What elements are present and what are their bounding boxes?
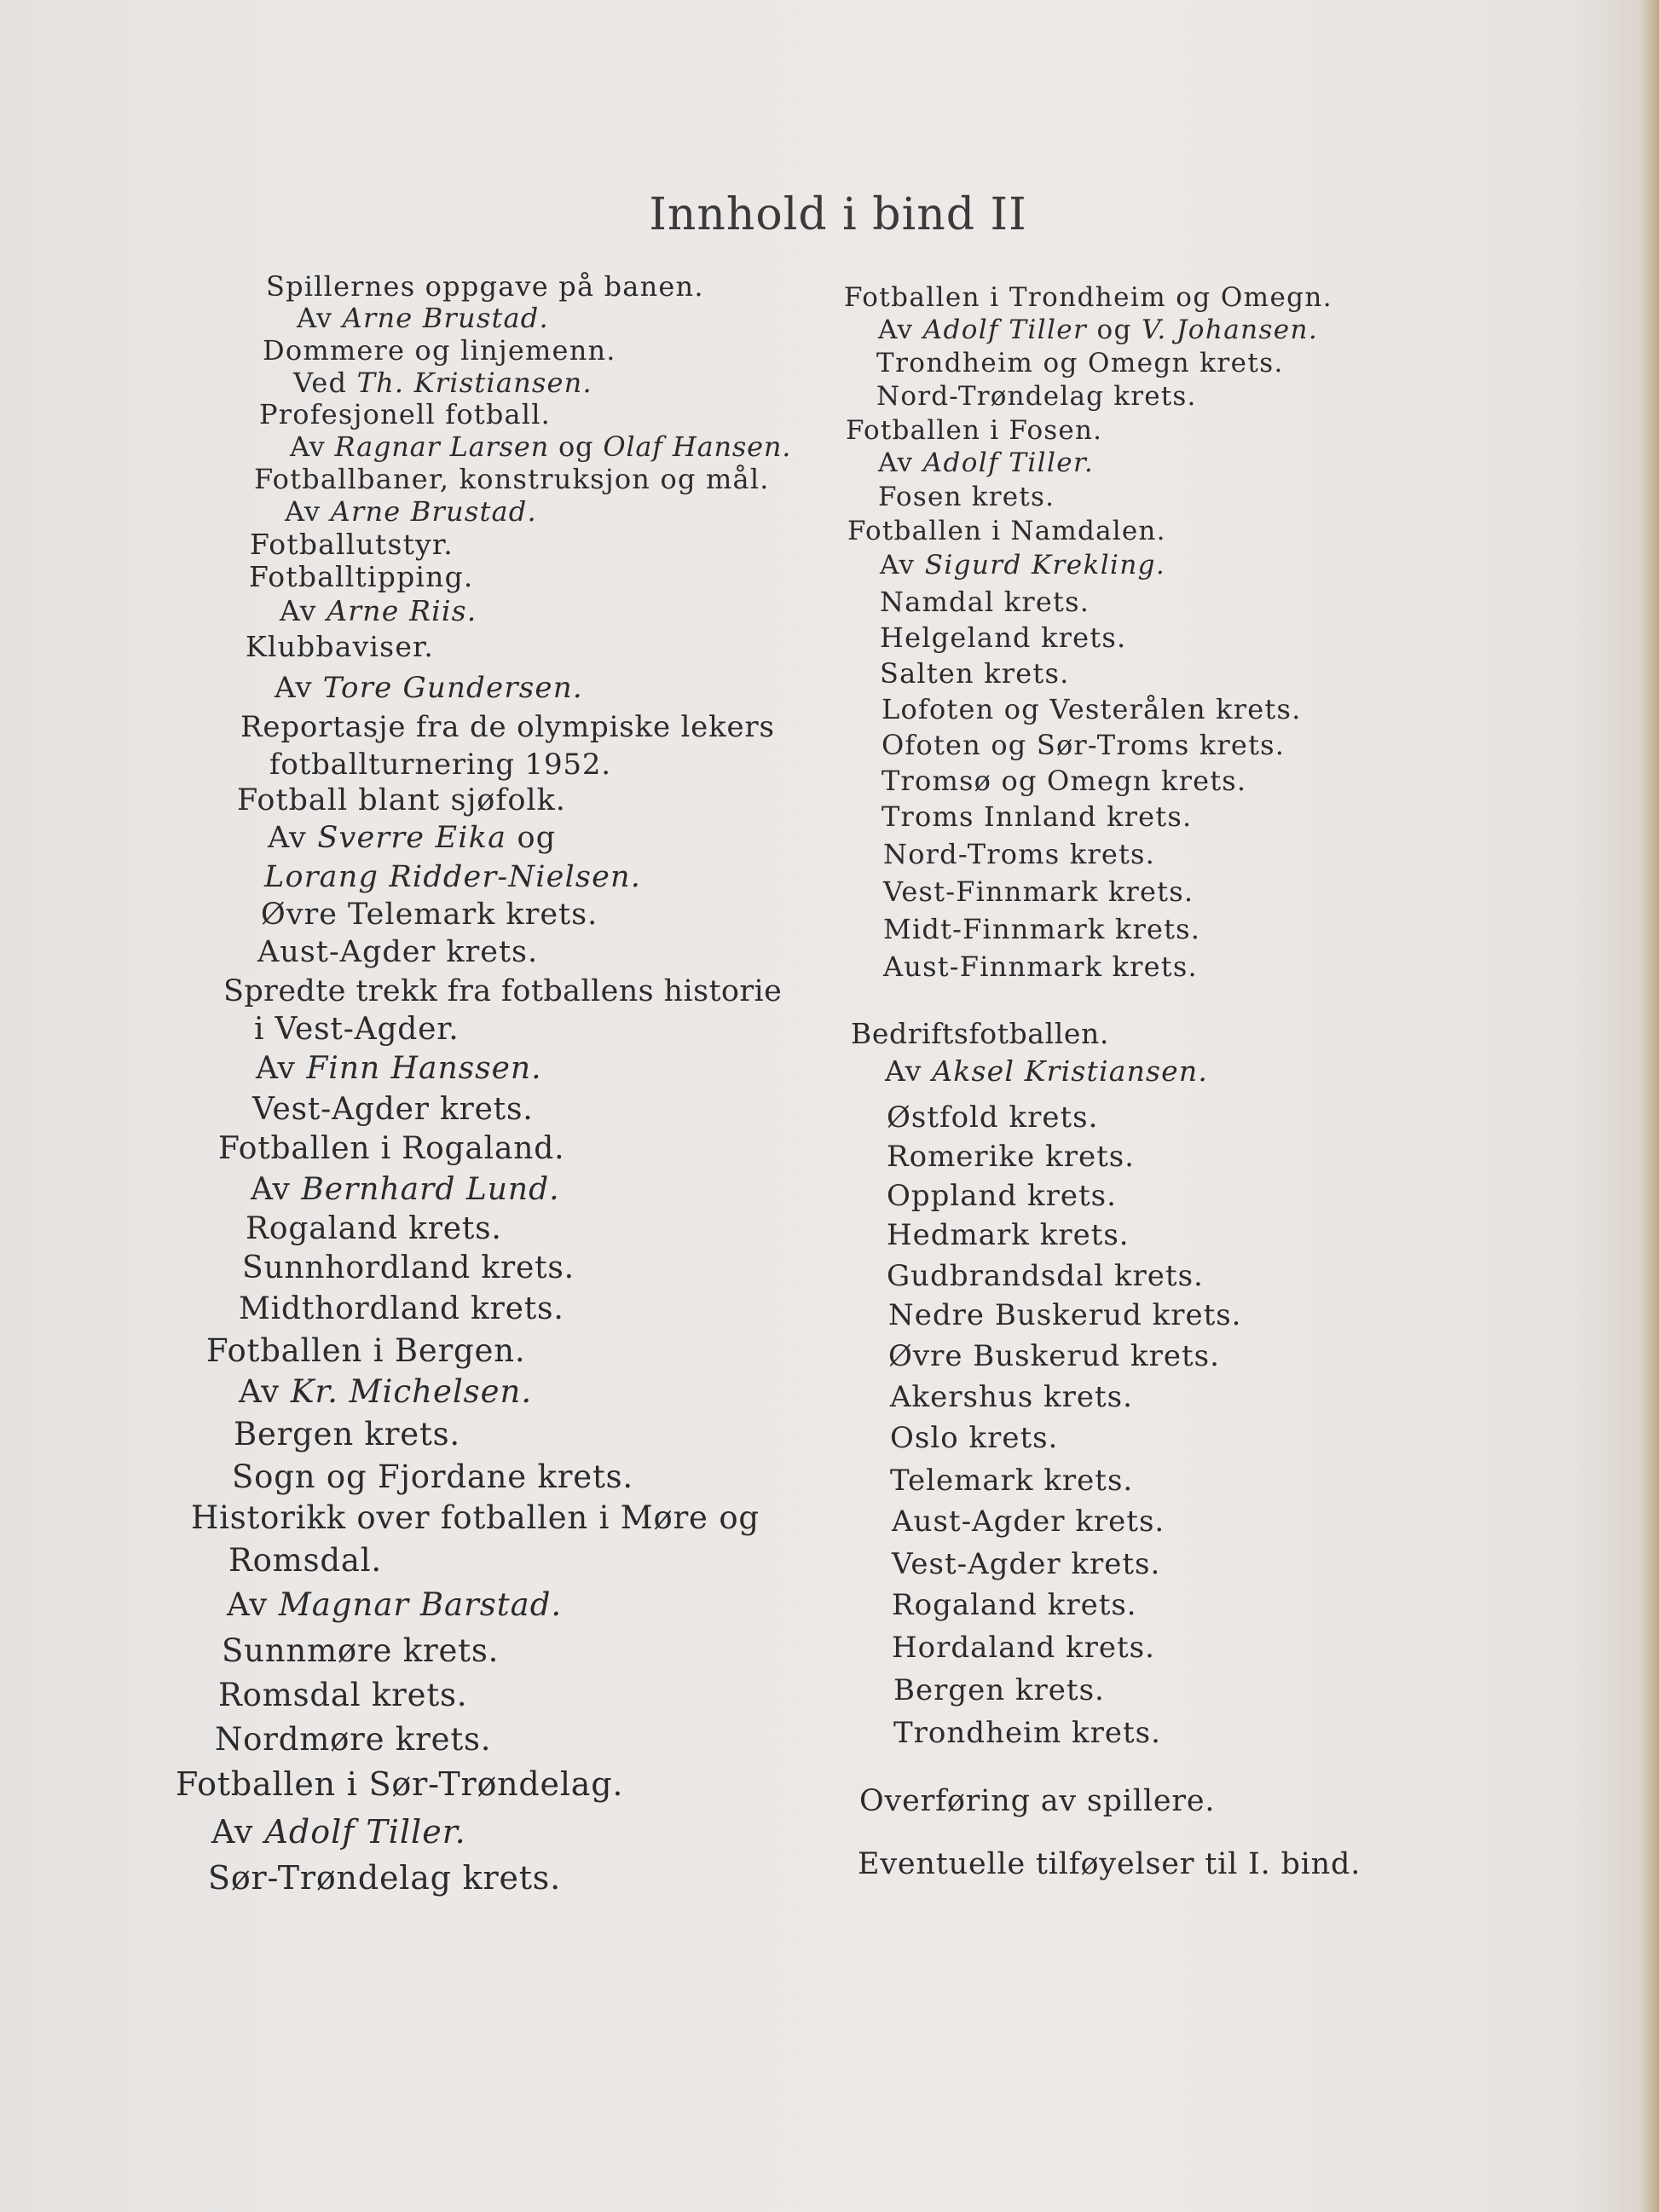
toc-author-line <box>256 1051 542 1086</box>
toc-entry <box>215 1721 492 1758</box>
toc-entry-text: Ofoten og Sør-Troms krets. <box>882 729 1286 761</box>
toc-entry-text: Sunnmøre krets. <box>222 1632 500 1669</box>
author-name: Aksel Kristiansen. <box>932 1054 1209 1088</box>
toc-entry <box>887 1259 1204 1293</box>
toc-entry <box>887 1100 1099 1135</box>
toc-entry <box>883 840 1155 868</box>
toc-entry <box>851 1019 1109 1048</box>
toc-entry-text: Helgeland krets. <box>880 621 1127 654</box>
toc-entry-text: Fotballen i Bergen. <box>206 1332 526 1369</box>
toc-entry <box>892 1505 1165 1539</box>
author-name: Tore Gundersen. <box>322 671 583 705</box>
toc-entry <box>249 560 474 593</box>
toc-entry <box>890 1464 1134 1498</box>
author-prefix: Av <box>297 302 343 334</box>
toc-entry-text: Oppland krets. <box>887 1179 1117 1213</box>
toc-entry-text: Lofoten og Vesterålen krets. <box>882 693 1302 725</box>
toc-entry-text: Aust-Finnmark krets. <box>883 950 1198 983</box>
toc-entry-text: i Vest-Agder. <box>254 1012 460 1047</box>
toc-entry <box>246 1211 502 1246</box>
toc-entry-text: Romsdal. <box>228 1542 382 1579</box>
toc-entry-text: Hedmark krets. <box>887 1218 1130 1252</box>
toc-entry-text: Fosen krets. <box>878 482 1055 512</box>
toc-entry <box>893 1716 1161 1750</box>
toc-entry <box>232 1458 633 1495</box>
author-prefix: Av <box>268 821 318 855</box>
author-prefix: Av <box>880 550 925 580</box>
toc-author-line <box>251 1172 560 1207</box>
toc-entry-text: Nordmøre krets. <box>215 1721 492 1758</box>
toc-entry <box>880 657 1070 690</box>
author-name: Kr. Michelsen. <box>290 1373 533 1410</box>
toc-entry-text: Bergen krets. <box>893 1673 1105 1707</box>
toc-entry-text: Midt-Finnmark krets. <box>883 913 1201 945</box>
toc-entry <box>888 1339 1220 1373</box>
toc-entry <box>887 1179 1117 1213</box>
toc-entry-text: Vest-Finnmark krets. <box>883 875 1194 908</box>
toc-entry-text: Trondheim og Omegn krets. <box>876 348 1284 378</box>
author-name: Finn Hanssen. <box>306 1051 542 1086</box>
toc-entry <box>883 875 1194 908</box>
author-connector: og <box>506 821 557 855</box>
toc-author-line <box>239 1373 533 1410</box>
toc-entry <box>266 270 704 303</box>
author-prefix: Av <box>878 315 923 345</box>
toc-entry-text: Overføring av spillere. <box>859 1784 1216 1818</box>
toc-entry-text: Aust-Agder krets. <box>892 1505 1165 1539</box>
toc-entry-text: Nedre Buskerud krets. <box>888 1298 1242 1332</box>
toc-entry <box>261 900 598 930</box>
toc-entry <box>878 484 1055 511</box>
toc-entry <box>242 1250 575 1285</box>
toc-entry-text: Sunnhordland krets. <box>242 1250 575 1285</box>
toc-entry-text: Rogaland krets. <box>892 1588 1137 1622</box>
toc-entry <box>882 731 1285 759</box>
toc-entry <box>890 1421 1059 1455</box>
page-edge <box>1640 0 1659 2212</box>
toc-entry <box>240 710 775 744</box>
toc-entry <box>859 1784 1216 1818</box>
toc-entry-text: Nord-Trøndelag krets. <box>876 381 1197 412</box>
toc-entry <box>893 1673 1105 1707</box>
toc-entry <box>846 415 1103 446</box>
toc-entry <box>880 586 1090 618</box>
toc-entry-text: Trondheim krets. <box>893 1716 1161 1750</box>
toc-entry-text: Namdal krets. <box>880 586 1090 618</box>
toc-author-line <box>885 1054 1209 1088</box>
toc-entry <box>254 1014 460 1045</box>
toc-entry <box>888 1298 1242 1332</box>
toc-entry <box>890 1380 1133 1414</box>
author-name: Ragnar Larsen <box>334 430 550 463</box>
author-name: Arne Brustad. <box>342 302 549 334</box>
toc-entry-text: Øvre Buskerud krets. <box>888 1339 1220 1373</box>
toc-author-line <box>268 823 556 853</box>
toc-entry <box>237 783 566 817</box>
toc-entry <box>844 282 1333 313</box>
author-name: Arne Brustad. <box>330 495 537 528</box>
toc-author-line <box>878 450 1094 476</box>
toc-entry-text: Vest-Agder krets. <box>252 1092 534 1127</box>
toc-entry <box>847 518 1166 545</box>
toc-entry-text: Sogn og Fjordane krets. <box>232 1458 633 1495</box>
toc-entry-text: Bergen krets. <box>234 1416 460 1453</box>
toc-entry-text: Fotball blant sjøfolk. <box>237 783 566 817</box>
toc-entry <box>191 1499 760 1536</box>
author-name: Adolf Tiller <box>922 315 1088 345</box>
toc-entry-text: Tromsø og Omegn krets. <box>882 765 1247 797</box>
toc-entry <box>883 950 1198 983</box>
toc-entry <box>254 465 770 493</box>
author-prefix: Av <box>211 1813 265 1851</box>
toc-entry-text: Nord-Troms krets. <box>883 838 1156 870</box>
author-prefix: Av <box>239 1373 291 1410</box>
toc-entry-text: Salten krets. <box>880 657 1070 690</box>
toc-entry <box>876 381 1197 412</box>
author-prefix: Av <box>885 1054 933 1088</box>
toc-entry-text: Akershus krets. <box>890 1380 1133 1414</box>
toc-entry-text: Oslo krets. <box>890 1421 1059 1455</box>
author-name: V. Johansen. <box>1142 315 1319 345</box>
toc-entry-text: Fotballen i Trondheim og Omegn. <box>844 282 1333 313</box>
toc-entry-text: Romsdal krets. <box>218 1677 468 1713</box>
toc-entry-text: Reportasje fra de olympiske lekers <box>240 710 775 744</box>
toc-entry <box>887 1218 1130 1252</box>
toc-entry <box>882 800 1193 833</box>
author-prefix: Av <box>285 495 331 528</box>
toc-entry-text: fotballturnering 1952. <box>269 748 611 782</box>
toc-entry <box>218 1131 565 1166</box>
toc-author-line <box>878 317 1318 344</box>
toc-author-line <box>275 671 583 705</box>
toc-entry <box>880 621 1127 654</box>
toc-entry-text: Klubbaviser. <box>246 630 435 663</box>
toc-entry-text: Spillernes oppgave på banen. <box>266 270 704 303</box>
toc-author-line <box>293 367 592 399</box>
toc-entry <box>252 1094 533 1125</box>
toc-author-line <box>290 430 792 463</box>
author-prefix: Av <box>227 1586 279 1623</box>
toc-entry-text: Hordaland krets. <box>892 1631 1155 1665</box>
toc-entry <box>239 1291 564 1326</box>
toc-entry <box>223 974 783 1008</box>
toc-entry-text: Øvre Telemark krets. <box>261 898 598 932</box>
toc-entry-text: Fotballtipping. <box>249 560 474 593</box>
toc-entry-text: Rogaland krets. <box>246 1211 502 1246</box>
toc-entry <box>882 693 1302 725</box>
toc-entry-text: Fotballen i Namdalen. <box>847 516 1166 546</box>
author-name: Adolf Tiller. <box>922 448 1095 478</box>
toc-entry-text: Sør-Trøndelag krets. <box>208 1859 561 1897</box>
author-name: Sverre Eika <box>317 821 507 855</box>
toc-entry-text: Telemark krets. <box>890 1464 1134 1498</box>
toc-entry-text: Vest-Agder krets. <box>892 1547 1161 1581</box>
toc-entry <box>257 935 539 969</box>
author-prefix: Av <box>280 594 327 627</box>
toc-entry-text: Spredte trekk fra fotballens historie <box>223 974 783 1008</box>
toc-author-line <box>227 1586 563 1623</box>
toc-entry-text: Aust-Agder krets. <box>257 935 539 969</box>
toc-entry <box>228 1542 382 1579</box>
toc-entry <box>218 1679 467 1711</box>
toc-entry-text: Eventuelle tilføyelser til I. bind. <box>858 1847 1361 1881</box>
toc-entry-text: Dommere og linjemenn. <box>263 334 616 367</box>
toc-entry <box>887 1140 1135 1174</box>
toc-entry <box>206 1332 526 1369</box>
toc-entry-text: Midthordland krets. <box>239 1291 564 1326</box>
toc-entry <box>269 748 611 782</box>
author-prefix: Av <box>251 1172 302 1207</box>
toc-entry-text: Fotballen i Sør-Trøndelag. <box>176 1765 624 1803</box>
toc-entry <box>208 1859 561 1897</box>
toc-entry <box>882 765 1247 797</box>
author-name: Bernhard Lund. <box>301 1172 560 1207</box>
toc-entry-text: Profesjonell fotball. <box>259 398 552 430</box>
toc-entry <box>263 334 616 367</box>
toc-entry <box>876 350 1284 377</box>
toc-entry <box>858 1847 1361 1881</box>
toc-entry-text: Østfold krets. <box>887 1100 1099 1135</box>
toc-entry <box>250 528 454 561</box>
toc-entry-text: Troms Innland krets. <box>882 800 1193 833</box>
author-prefix: Av <box>878 448 923 478</box>
toc-entry <box>234 1416 460 1453</box>
author-prefix: Ved <box>293 367 357 399</box>
toc-entry <box>892 1588 1137 1622</box>
toc-entry-text: Fotballbaner, konstruksjon og mål. <box>254 463 770 495</box>
toc-author-line <box>297 304 549 332</box>
toc-entry <box>222 1632 500 1669</box>
toc-author-line <box>264 860 642 894</box>
toc-entry-text: Gudbrandsdal krets. <box>887 1259 1204 1293</box>
author-name: Magnar Barstad. <box>278 1586 563 1623</box>
toc-entry <box>883 915 1200 943</box>
toc-author-line <box>880 552 1165 579</box>
toc-entry <box>259 398 552 430</box>
toc-entry-text: Bedriftsfotballen. <box>851 1017 1109 1050</box>
toc-entry <box>246 632 434 661</box>
toc-entry <box>892 1631 1155 1665</box>
author-name: Olaf Hansen. <box>603 430 792 463</box>
author-name: Th. Kristiansen. <box>356 367 592 399</box>
toc-entry-text: Fotballen i Rogaland. <box>218 1131 565 1166</box>
author-connector: og <box>549 430 604 463</box>
toc-entry-text: Romerike krets. <box>887 1140 1135 1174</box>
toc-entry-text: Fotballutstyr. <box>250 528 454 561</box>
author-prefix: Av <box>275 671 323 705</box>
toc-entry-text: Historikk over fotballen i Møre og <box>191 1499 760 1536</box>
author-prefix: Av <box>256 1051 307 1086</box>
toc-entry <box>892 1547 1161 1581</box>
toc-entry <box>176 1765 624 1803</box>
toc-author-line <box>280 594 477 627</box>
toc-author-line <box>211 1813 466 1851</box>
author-name: Adolf Tiller. <box>264 1813 466 1851</box>
toc-entry-text: Fotballen i Fosen. <box>846 415 1103 446</box>
toc-author-line <box>285 495 537 528</box>
author-name: Sigurd Krekling. <box>924 550 1166 580</box>
author-prefix: Av <box>290 430 335 463</box>
author-connector: og <box>1087 315 1142 345</box>
page-title: Innhold i bind II <box>649 189 1027 240</box>
author-name: Arne Riis. <box>327 594 477 627</box>
author-name: Lorang Ridder-Nielsen. <box>264 860 642 894</box>
